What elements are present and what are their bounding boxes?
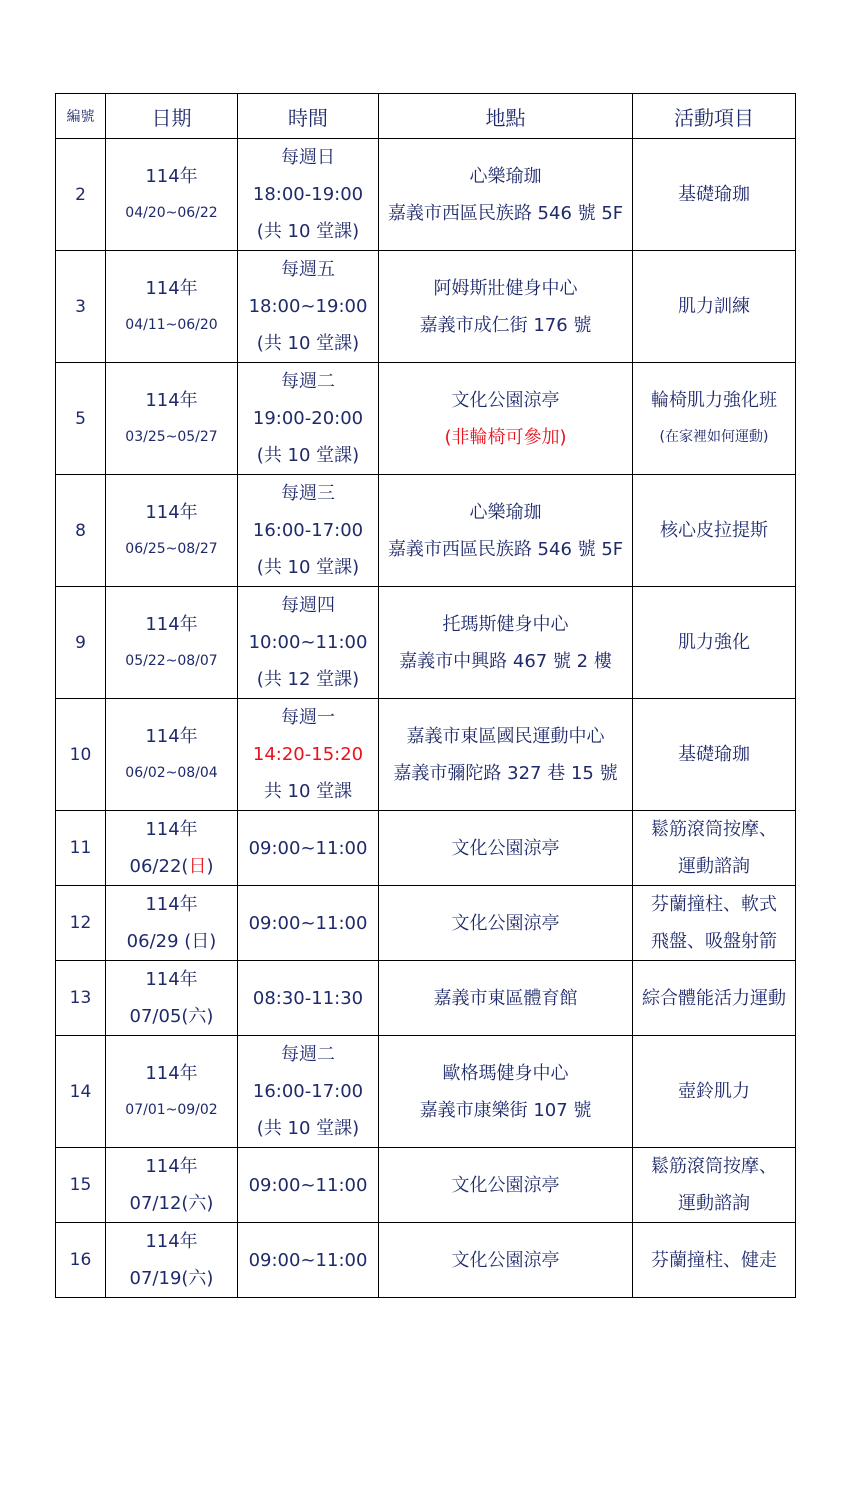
activity-cell <box>633 961 796 1036</box>
venue-address: 嘉義市西區民族路 546 號 5F <box>387 202 624 224</box>
time-range: 14:20-15:20 <box>252 744 364 765</box>
venue-address: 嘉義市中興路 467 號 2 樓 <box>399 650 612 672</box>
time-cell <box>238 811 379 886</box>
time-cell <box>238 475 379 587</box>
activity-text: 基礎瑜珈 <box>678 744 750 765</box>
time-cell <box>238 139 379 251</box>
venue-name: 嘉義市東區體育館 <box>433 987 578 1009</box>
table-row <box>56 811 796 886</box>
table-row <box>56 699 796 811</box>
date-range: 06/02~08/04 <box>125 764 218 781</box>
venue-note: (非輪椅可參加) <box>444 426 567 448</box>
date-cell <box>106 811 238 886</box>
time-range: 09:00~11:00 <box>248 837 368 859</box>
activity-text: 運動諮詢 <box>678 1193 750 1214</box>
time-cell <box>238 1223 379 1298</box>
table-row <box>56 1223 796 1298</box>
row-number: 9 <box>56 587 106 699</box>
date-suffix: ) <box>206 856 214 877</box>
venue-name: 文化公園涼亭 <box>451 1174 560 1196</box>
row-number: 8 <box>56 475 106 587</box>
row-number: 12 <box>56 886 106 961</box>
table-row <box>56 139 796 251</box>
place-cell <box>379 1148 633 1223</box>
time-cell <box>238 699 379 811</box>
table-row <box>56 886 796 961</box>
time-cell <box>238 886 379 961</box>
time-range: 08:30-11:30 <box>252 987 364 1009</box>
place-cell <box>379 961 633 1036</box>
table-row <box>56 587 796 699</box>
time-range: 18:00~19:00 <box>248 296 368 317</box>
time-range: 09:00~11:00 <box>248 912 368 934</box>
single-date: 07/19(六) <box>129 1268 214 1289</box>
table-row <box>56 1148 796 1223</box>
date-cell <box>106 1223 238 1298</box>
date-prefix: 06/22( <box>129 856 189 877</box>
header-num: 編號 <box>56 94 106 139</box>
place-cell <box>379 1036 633 1148</box>
activity-cell <box>633 251 796 363</box>
place-cell <box>379 1223 633 1298</box>
year-text: 114年 <box>145 389 198 411</box>
place-cell <box>379 811 633 886</box>
activity-cell <box>633 363 796 475</box>
date-range: 07/01~09/02 <box>125 1101 218 1118</box>
weekday-text: 每週二 <box>281 371 335 392</box>
row-number: 10 <box>56 699 106 811</box>
table-row <box>56 251 796 363</box>
place-cell <box>379 587 633 699</box>
weekday-text: 每週一 <box>281 707 335 728</box>
activity-text: 肌力強化 <box>678 632 750 653</box>
time-range: 19:00-20:00 <box>252 408 364 429</box>
time-cell <box>238 961 379 1036</box>
venue-name: 嘉義市東區國民運動中心 <box>406 725 605 747</box>
date-range: 04/20~06/22 <box>125 204 218 221</box>
year-text: 114年 <box>145 1062 198 1084</box>
place-cell <box>379 251 633 363</box>
place-cell <box>379 475 633 587</box>
row-number: 15 <box>56 1148 106 1223</box>
venue-address: 嘉義市成仁街 176 號 <box>419 314 592 336</box>
single-date: 07/05(六) <box>129 1006 214 1027</box>
activity-text: 綜合體能活力運動 <box>642 987 786 1009</box>
venue-name: 文化公園涼亭 <box>451 837 560 859</box>
activity-text: 運動諮詢 <box>678 856 750 877</box>
header-time: 時間 <box>238 94 379 139</box>
activity-text: 輪椅肌力強化班 <box>651 389 777 411</box>
single-date: 06/29 (日) <box>126 931 217 952</box>
activity-text: 肌力訓練 <box>678 296 750 317</box>
activity-cell <box>633 587 796 699</box>
year-text: 114年 <box>145 894 198 915</box>
time-cell <box>238 587 379 699</box>
row-number: 13 <box>56 961 106 1036</box>
time-range: 10:00~11:00 <box>248 632 368 653</box>
year-text: 114年 <box>145 277 198 299</box>
activity-cell <box>633 475 796 587</box>
activity-text: 鬆筋滾筒按摩、 <box>651 1156 777 1177</box>
activity-note: (在家裡如何運動) <box>659 428 769 445</box>
year-text: 114年 <box>145 1231 198 1252</box>
activity-text: 芬蘭撞柱、軟式 <box>651 894 777 915</box>
year-text: 114年 <box>145 165 198 187</box>
date-cell <box>106 961 238 1036</box>
header-activity: 活動項目 <box>633 94 796 139</box>
venue-name: 心樂瑜珈 <box>469 165 542 187</box>
year-text: 114年 <box>145 969 198 990</box>
header-row <box>56 94 796 139</box>
activity-cell <box>633 1148 796 1223</box>
date-cell <box>106 886 238 961</box>
activity-cell <box>633 811 796 886</box>
venue-name: 文化公園涼亭 <box>451 912 560 934</box>
place-cell <box>379 886 633 961</box>
venue-name: 歐格瑪健身中心 <box>442 1062 569 1084</box>
date-range: 03/25~05/27 <box>125 428 218 445</box>
time-range: 18:00-19:00 <box>252 184 364 205</box>
year-text: 114年 <box>145 613 198 635</box>
date-cell <box>106 251 238 363</box>
row-number: 16 <box>56 1223 106 1298</box>
venue-address: 嘉義市康樂街 107 號 <box>419 1099 592 1121</box>
table-row <box>56 475 796 587</box>
date-cell <box>106 1036 238 1148</box>
activity-cell <box>633 699 796 811</box>
venue-name: 文化公園涼亭 <box>451 1249 560 1271</box>
weekday-text: 每週日 <box>281 147 335 168</box>
header-place: 地點 <box>379 94 633 139</box>
row-number: 14 <box>56 1036 106 1148</box>
session-count: (共 12 堂課) <box>256 669 360 690</box>
date-range: 04/11~06/20 <box>125 316 218 333</box>
time-cell <box>238 363 379 475</box>
date-cell <box>106 139 238 251</box>
time-range: 09:00~11:00 <box>248 1174 368 1196</box>
activity-cell <box>633 1036 796 1148</box>
row-number: 3 <box>56 251 106 363</box>
date-cell <box>106 475 238 587</box>
header-date: 日期 <box>106 94 238 139</box>
activity-text: 基礎瑜珈 <box>678 184 750 205</box>
year-text: 114年 <box>145 501 198 523</box>
time-range: 16:00-17:00 <box>252 1081 364 1102</box>
year-text: 114年 <box>145 819 198 840</box>
session-count: (共 10 堂課) <box>256 445 360 466</box>
time-range: 16:00-17:00 <box>252 520 364 541</box>
weekday-text: 每週五 <box>281 259 335 280</box>
activity-text: 核心皮拉提斯 <box>660 520 768 541</box>
place-cell <box>379 363 633 475</box>
single-date: 07/12(六) <box>129 1193 214 1214</box>
time-cell <box>238 1148 379 1223</box>
activity-text: 芬蘭撞柱、健走 <box>651 1249 777 1271</box>
venue-name: 阿姆斯壯健身中心 <box>433 277 578 299</box>
session-count: 共 10 堂課 <box>263 781 353 802</box>
time-range: 09:00~11:00 <box>248 1249 368 1271</box>
session-count: (共 10 堂課) <box>256 333 360 354</box>
date-range: 06/25~08/27 <box>125 540 218 557</box>
place-cell <box>379 139 633 251</box>
place-cell <box>379 699 633 811</box>
table-row <box>56 1036 796 1148</box>
weekday-text: 每週三 <box>281 483 335 504</box>
activity-text: 鬆筋滾筒按摩、 <box>651 819 777 840</box>
date-cell <box>106 587 238 699</box>
weekday-text: 每週四 <box>281 595 335 616</box>
table-row <box>56 363 796 475</box>
row-number: 2 <box>56 139 106 251</box>
activity-cell <box>633 139 796 251</box>
activity-cell <box>633 1223 796 1298</box>
activity-cell <box>633 886 796 961</box>
weekday-text: 每週二 <box>281 1044 335 1065</box>
venue-name: 文化公園涼亭 <box>451 389 560 411</box>
session-count: (共 10 堂課) <box>256 557 360 578</box>
venue-address: 嘉義市彌陀路 327 巷 15 號 <box>393 762 618 784</box>
row-number: 11 <box>56 811 106 886</box>
date-day: 日 <box>188 856 207 877</box>
table-row <box>56 961 796 1036</box>
activity-text: 飛盤、吸盤射箭 <box>651 931 777 952</box>
venue-name: 心樂瑜珈 <box>469 501 542 523</box>
date-cell <box>106 363 238 475</box>
year-text: 114年 <box>145 725 198 747</box>
schedule-table <box>55 93 796 1298</box>
time-cell <box>238 1036 379 1148</box>
venue-address: 嘉義市西區民族路 546 號 5F <box>387 538 624 560</box>
row-number: 5 <box>56 363 106 475</box>
time-cell <box>238 251 379 363</box>
date-range: 05/22~08/07 <box>125 652 218 669</box>
session-count: (共 10 堂課) <box>256 1118 360 1139</box>
activity-text: 壺鈴肌力 <box>678 1081 750 1102</box>
venue-name: 托瑪斯健身中心 <box>442 613 569 635</box>
year-text: 114年 <box>145 1156 198 1177</box>
date-cell <box>106 699 238 811</box>
session-count: (共 10 堂課) <box>256 221 360 242</box>
date-cell <box>106 1148 238 1223</box>
single-date <box>106 848 237 885</box>
